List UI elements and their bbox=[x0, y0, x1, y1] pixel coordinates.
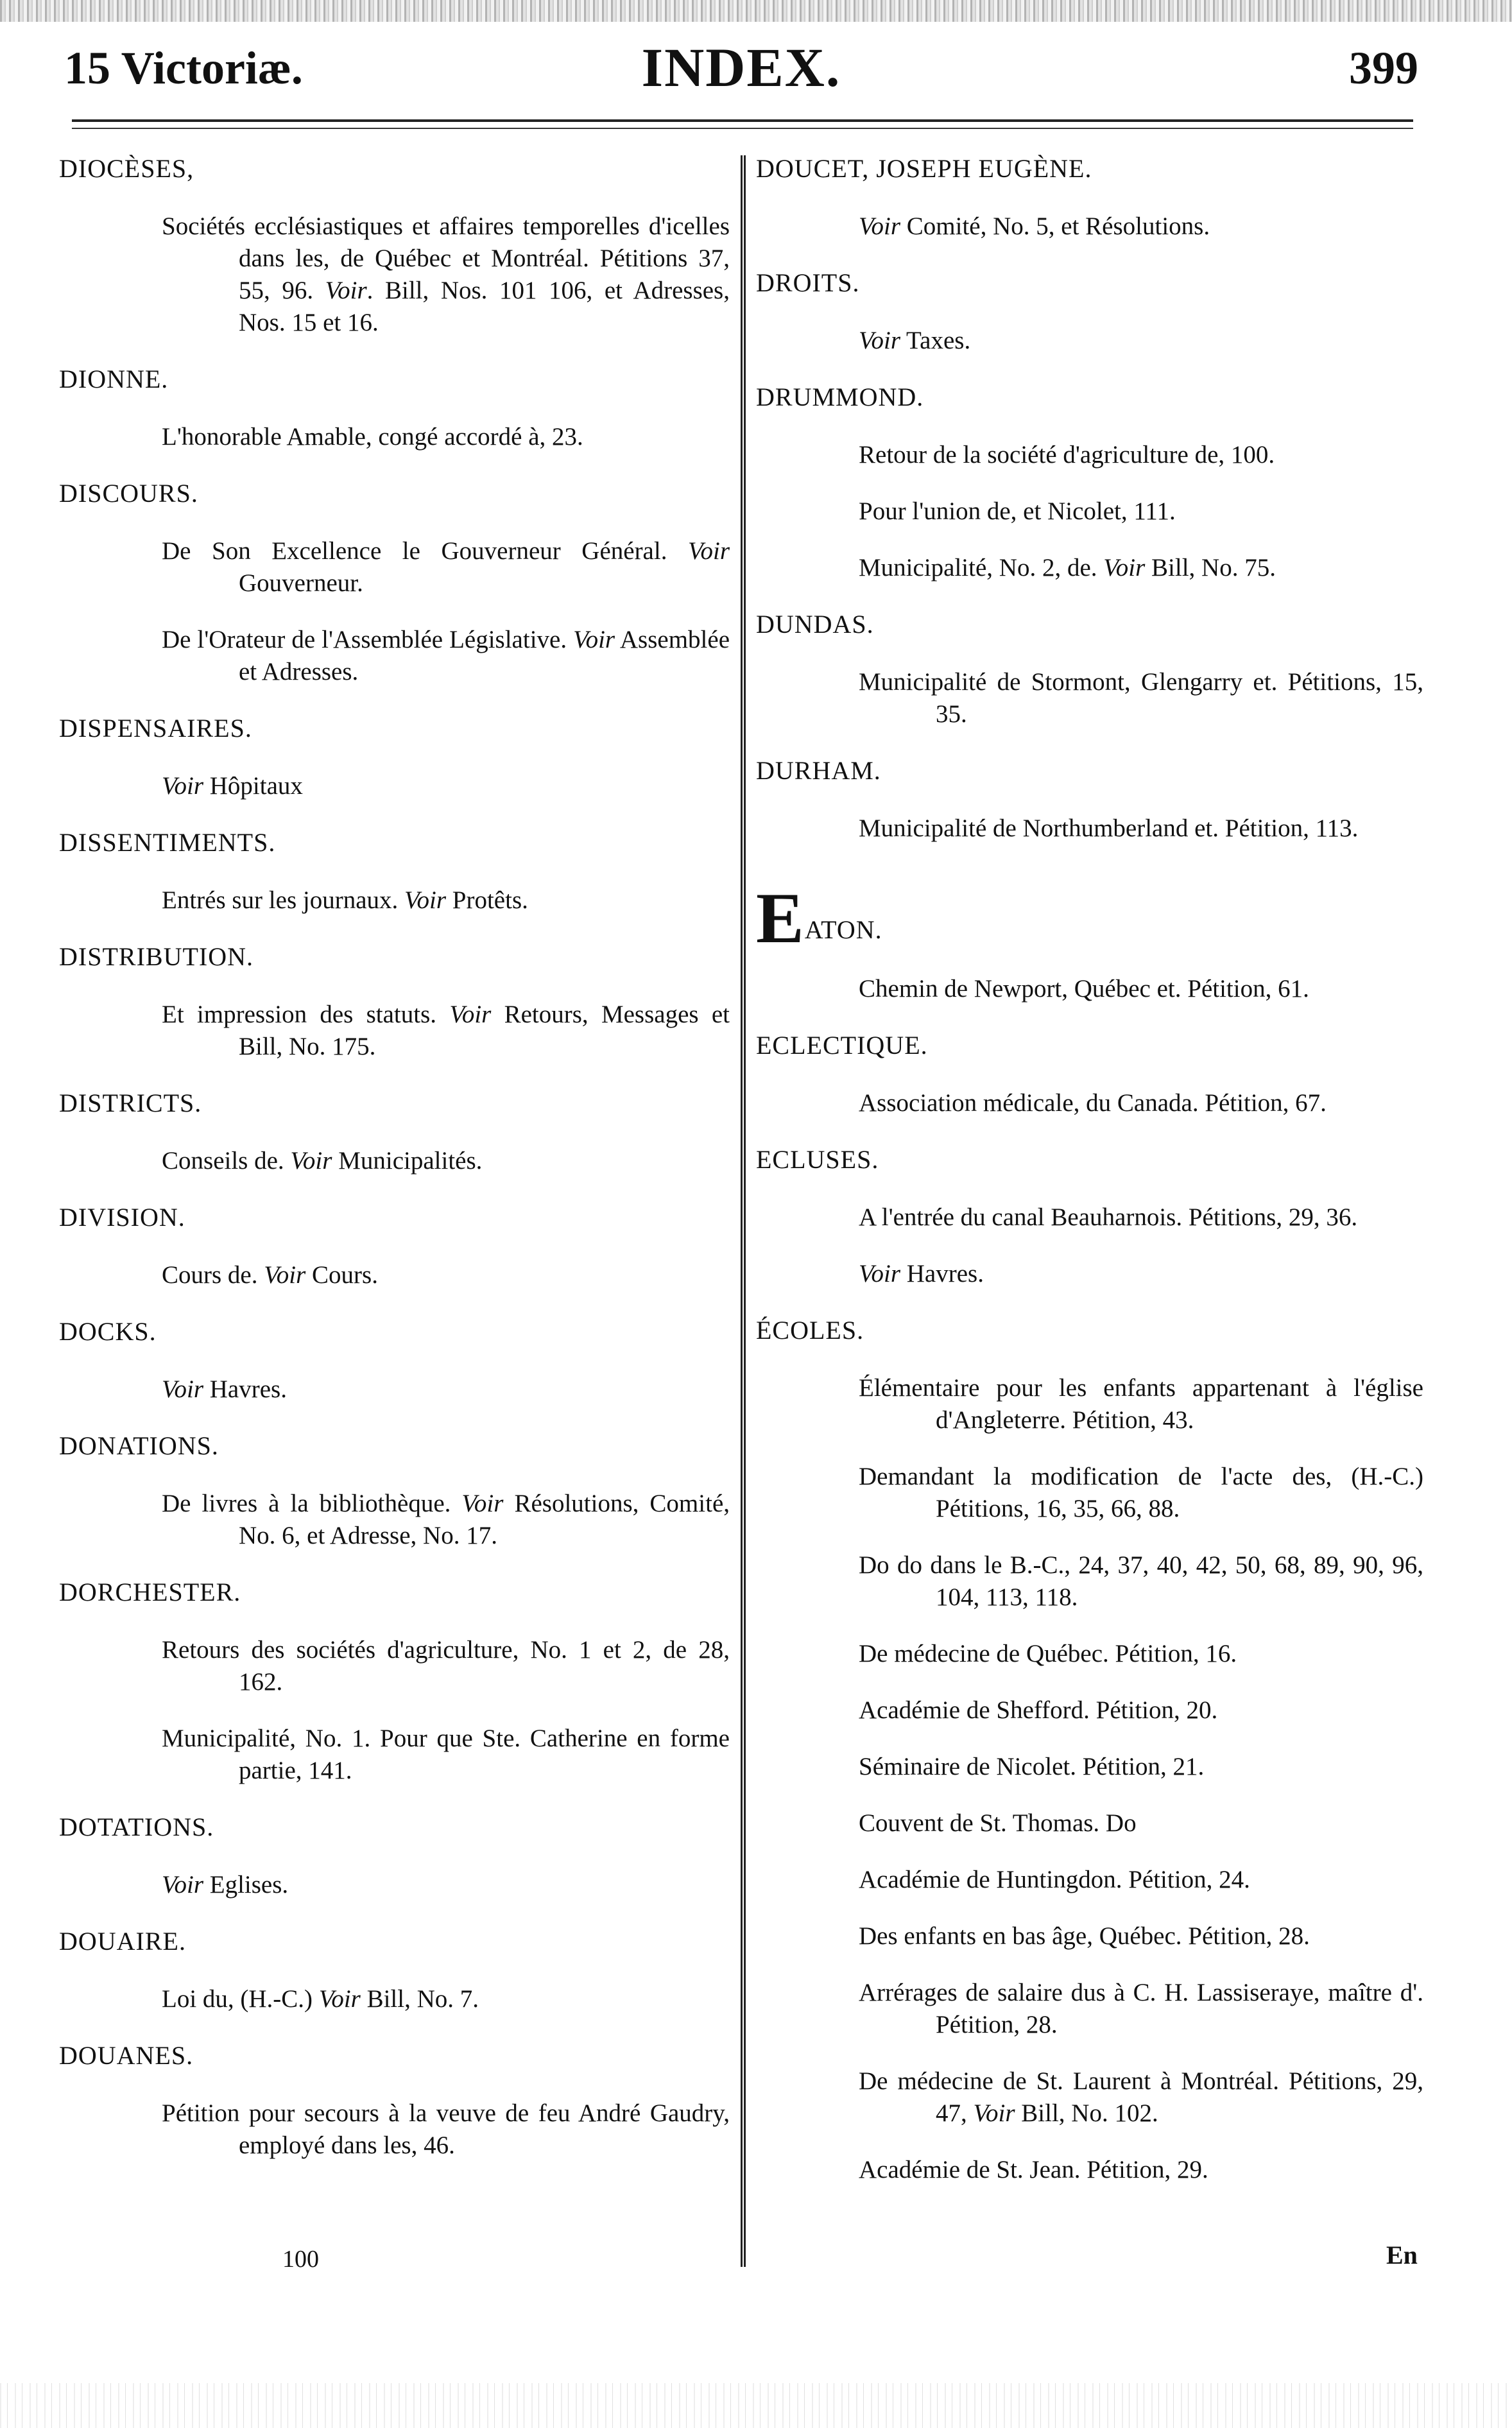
column-divider bbox=[741, 155, 746, 2267]
index-heading: DOTATIONS. bbox=[59, 1812, 214, 1841]
index-entry: Voir Comité, No. 5, et Résolutions. bbox=[859, 212, 1210, 240]
index-entry: Conseils de. Voir Municipalités. bbox=[162, 1147, 483, 1175]
index-entry: L'honorable Amable, congé accordé à, 23. bbox=[162, 423, 583, 451]
index-heading: DONATIONS. bbox=[59, 1431, 219, 1460]
see-also-marker: Voir bbox=[573, 626, 615, 653]
see-also-marker: Voir bbox=[162, 1375, 204, 1403]
index-entry: De l'Orateur de l'Assemblée Législative. Voir Assemblée et Adresses. bbox=[162, 626, 730, 685]
see-also-marker: Voir bbox=[973, 2099, 1015, 2127]
index-entry: De médecine de Québec. Pétition, 16. bbox=[859, 1640, 1237, 1667]
section-initial-letter: E bbox=[756, 879, 805, 958]
index-heading: DOCKS. bbox=[59, 1317, 157, 1346]
index-entry: Couvent de St. Thomas. Do bbox=[859, 1809, 1137, 1837]
index-heading: DOUCET, JOSEPH EUGÈNE. bbox=[756, 154, 1092, 183]
index-entry: Arrérages de salaire dus à C. H. Lassiseraye, maître d'. Pétition, 28. bbox=[859, 1979, 1423, 2038]
index-entry: Municipalité de Stormont, Glengarry et. Pétitions, 15, 35. bbox=[859, 668, 1423, 728]
index-heading: DOUAIRE. bbox=[59, 1927, 186, 1956]
see-also-marker: Voir bbox=[461, 1490, 504, 1517]
index-column-left bbox=[59, 153, 730, 2186]
index-entry: Académie de Huntingdon. Pétition, 24. bbox=[859, 1866, 1250, 1893]
index-heading: ECLUSES. bbox=[756, 1145, 879, 1174]
index-column-right bbox=[756, 153, 1423, 2210]
index-heading: DISTRIBUTION. bbox=[59, 942, 253, 971]
index-entry: Demandant la modification de l'acte des, (H.-C.) Pétitions, 16, 35, 66, 88. bbox=[859, 1463, 1423, 1522]
see-also-marker: Voir bbox=[162, 1871, 204, 1898]
index-entry: Voir Eglises. bbox=[162, 1871, 289, 1898]
index-entry: Retours des sociétés d'agriculture, No. 1 et 2, de 28, 162. bbox=[162, 1636, 730, 1696]
see-also-marker: Voir bbox=[318, 1985, 361, 2013]
index-heading: DURHAM. bbox=[756, 756, 881, 785]
see-also-marker: Voir bbox=[687, 537, 730, 565]
index-heading: DISTRICTS. bbox=[59, 1089, 202, 1117]
index-heading: DRUMMOND. bbox=[756, 383, 924, 411]
page-number: 399 bbox=[1349, 42, 1418, 94]
index-entry: Do do dans le B.-C., 24, 37, 40, 42, 50, 68, 89, 90, 96, 104, 113, 118. bbox=[859, 1551, 1423, 1611]
index-heading: DIVISION. bbox=[59, 1203, 185, 1232]
index-entry: Voir Hôpitaux bbox=[162, 772, 303, 800]
see-also-marker: Voir bbox=[325, 277, 367, 304]
see-also-marker: Voir bbox=[162, 772, 204, 800]
see-also-marker: Voir bbox=[859, 1260, 901, 1287]
running-title: 15 Victoriæ. bbox=[64, 42, 303, 94]
index-entry: Élémentaire pour les enfants appartenant à l'église d'Angleterre. Pétition, 43. bbox=[859, 1374, 1423, 1434]
catchword: En bbox=[1386, 2241, 1418, 2269]
page-title: INDEX. bbox=[641, 37, 841, 98]
index-heading: DUNDAS. bbox=[756, 610, 874, 639]
index-heading: DROITS. bbox=[756, 268, 860, 297]
index-heading: DIONNE. bbox=[59, 365, 169, 393]
index-entry: Voir Havres. bbox=[859, 1260, 984, 1287]
see-also-marker: Voir bbox=[449, 1001, 492, 1028]
index-entry: A l'entrée du canal Beauharnois. Pétitions, 29, 36. bbox=[859, 1203, 1358, 1231]
index-entry: Et impression des statuts. Voir Retours, Messages et Bill, No. 175. bbox=[162, 1001, 730, 1060]
index-entry: Cours de. Voir Cours. bbox=[162, 1261, 378, 1289]
index-entry: Retour de la société d'agriculture de, 100. bbox=[859, 441, 1275, 469]
index-entry: Voir Havres. bbox=[162, 1375, 287, 1403]
see-also-marker: Voir bbox=[290, 1147, 332, 1175]
index-heading: ECLECTIQUE. bbox=[756, 1031, 928, 1060]
index-entry: Séminaire de Nicolet. Pétition, 21. bbox=[859, 1753, 1205, 1780]
see-also-marker: Voir bbox=[859, 327, 901, 354]
see-also-marker: Voir bbox=[859, 212, 901, 240]
index-entry: Sociétés ecclésiastiques et affaires temporelles d'icelles dans les, de Québec et Montréal. Pétitions 37, 55, 96. Voir. Bill, Nos. 101 106, et Adresses, Nos. 15 et 16. bbox=[162, 212, 730, 336]
index-entry: Pour l'union de, et Nicolet, 111. bbox=[859, 497, 1176, 525]
index-entry: Pétition pour secours à la veuve de feu André Gaudry, employé dans les, 46. bbox=[162, 2099, 730, 2159]
index-entry: Voir Taxes. bbox=[859, 327, 971, 354]
index-entry: Chemin de Newport, Québec et. Pétition, 61. bbox=[859, 975, 1309, 1003]
see-also-marker: Voir bbox=[1103, 554, 1146, 581]
index-entry: Municipalité, No. 1. Pour que Ste. Catherine en forme partie, 141. bbox=[162, 1725, 730, 1784]
page-header bbox=[64, 35, 1418, 106]
index-entry: Des enfants en bas âge, Québec. Pétition, 28. bbox=[859, 1922, 1310, 1950]
scan-edge-bottom bbox=[0, 2383, 1512, 2428]
index-entry: Académie de St. Jean. Pétition, 29. bbox=[859, 2156, 1208, 2183]
index-entry: De médecine de St. Laurent à Montréal. Pétitions, 29, 47, Voir Bill, No. 102. bbox=[859, 2067, 1423, 2127]
section-heading-text: ATON. bbox=[804, 915, 882, 944]
index-entry: Entrés sur les journaux. Voir Protêts. bbox=[162, 886, 528, 914]
scan-edge-top bbox=[0, 0, 1512, 22]
see-also-marker: Voir bbox=[264, 1261, 306, 1289]
section-heading-with-initial bbox=[756, 879, 1423, 958]
index-heading: DORCHESTER. bbox=[59, 1578, 241, 1606]
index-entry: De livres à la bibliothèque. Voir Résolutions, Comité, No. 6, et Adresse, No. 17. bbox=[162, 1490, 730, 1549]
index-entry: Académie de Shefford. Pétition, 20. bbox=[859, 1696, 1218, 1724]
index-heading: DOUANES. bbox=[59, 2041, 194, 2070]
header-rule-thick bbox=[72, 119, 1413, 122]
index-entry: De Son Excellence le Gouverneur Général. Voir Gouverneur. bbox=[162, 537, 730, 597]
index-entry: Municipalité de Northumberland et. Pétition, 113. bbox=[859, 814, 1359, 842]
index-heading: DISSENTIMENTS. bbox=[59, 828, 276, 857]
index-heading: DISCOURS. bbox=[59, 479, 198, 508]
index-entry: Municipalité, No. 2, de. Voir Bill, No. 75. bbox=[859, 554, 1276, 581]
index-heading: ÉCOLES. bbox=[756, 1316, 864, 1345]
see-also-marker: Voir bbox=[404, 886, 447, 914]
index-entry: Loi du, (H.-C.) Voir Bill, No. 7. bbox=[162, 1985, 479, 2013]
index-entry: Association médicale, du Canada. Pétition, 67. bbox=[859, 1089, 1327, 1117]
signature-mark: 100 bbox=[282, 2246, 319, 2273]
index-heading: DISPENSAIRES. bbox=[59, 714, 252, 743]
header-rule-thin bbox=[72, 128, 1413, 129]
index-heading: DIOCÈSES, bbox=[59, 154, 194, 183]
